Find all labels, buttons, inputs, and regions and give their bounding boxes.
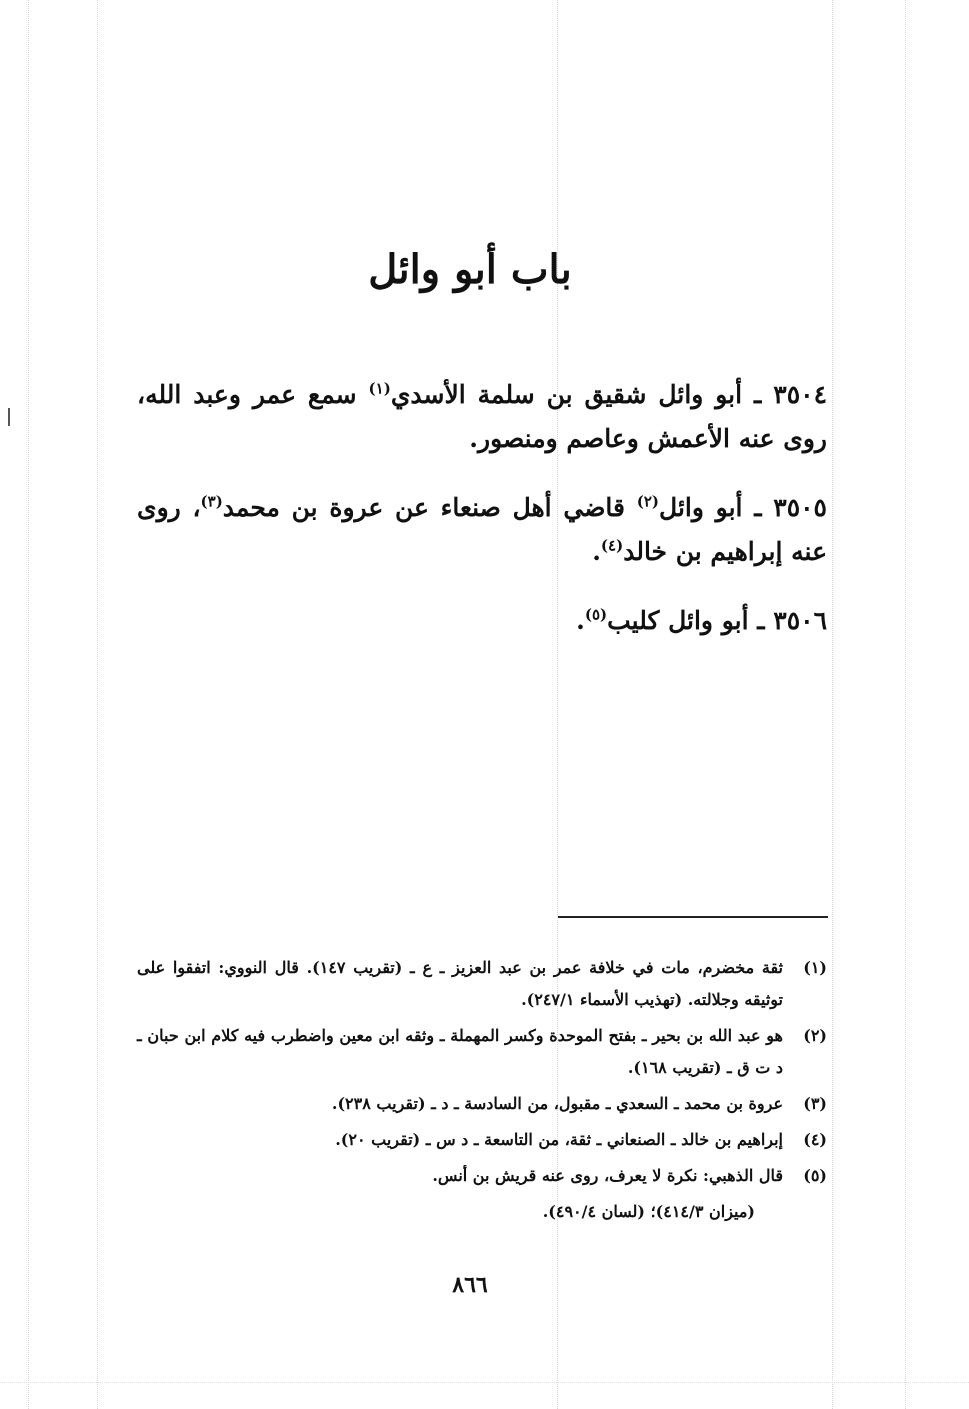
footnote-text: عروة بن محمد ـ السعدي ـ مقبول، من السادسة ـ د ـ (تقريب ٢٣٨). bbox=[331, 1094, 783, 1113]
entry-text: ، روى عنه إبراهيم بن خالد bbox=[137, 493, 827, 566]
entry-number: ٣٥٠٥ bbox=[773, 493, 827, 522]
footnote-3 bbox=[137, 1088, 827, 1120]
entry-text: سمع عمر وعبد الله، روى عنه الأعمش وعاصم ومنصور. bbox=[137, 380, 827, 453]
footnote-mark: (٣) bbox=[803, 1094, 827, 1113]
entry-text: قاضي أهل صنعاء عن عروة بن محمد bbox=[222, 493, 637, 522]
entries-list bbox=[137, 348, 827, 655]
footnote-ref[interactable]: (٥) bbox=[584, 605, 608, 624]
footnote-mark: (١) bbox=[803, 958, 827, 977]
scan-guide-line bbox=[0, 1382, 969, 1383]
footnote-2 bbox=[137, 1020, 827, 1084]
entry-text: ـ أبو وائل bbox=[659, 493, 762, 522]
footnote-ref[interactable]: (٢) bbox=[636, 492, 660, 511]
entry-3505 bbox=[137, 486, 827, 574]
entry-text: . bbox=[576, 606, 585, 635]
entry-3506 bbox=[137, 599, 827, 643]
scan-guide-line bbox=[832, 0, 833, 1409]
entry-number: ٣٥٠٦ bbox=[773, 606, 827, 635]
footnote-4 bbox=[137, 1124, 827, 1156]
margin-mark bbox=[8, 408, 10, 426]
footnote-ref[interactable]: (١) bbox=[368, 379, 391, 398]
footnote-5 bbox=[137, 1160, 827, 1192]
scan-guide-line bbox=[905, 0, 906, 1409]
footnotes bbox=[137, 952, 827, 1228]
entry-number: ٣٥٠٤ bbox=[773, 380, 827, 409]
chapter-title: باب أبو وائل bbox=[368, 246, 572, 293]
entry-text: ـ أبو وائل شقيق بن سلمة الأسدي bbox=[390, 380, 762, 409]
footnote-separator bbox=[558, 916, 828, 918]
footnote-ref[interactable]: (٤) bbox=[600, 536, 624, 555]
footnote-mark: (٤) bbox=[803, 1130, 827, 1149]
footnote-ref[interactable]: (٣) bbox=[200, 492, 223, 511]
footnote-text: قال الذهبي: نكرة لا يعرف، روى عنه قريش بن أنس. bbox=[432, 1166, 783, 1185]
entry-text: . bbox=[592, 537, 601, 566]
scan-guide-line bbox=[97, 0, 98, 1409]
footnote-text: إبراهيم بن خالد ـ الصنعاني ـ ثقة، من التاسعة ـ د س ـ (تقريب ٢٠). bbox=[335, 1130, 783, 1149]
scan-guide-line bbox=[28, 0, 29, 1409]
footnote-mark: (٥) bbox=[803, 1166, 827, 1185]
entry-3504 bbox=[137, 373, 827, 461]
footnote-mark: (٢) bbox=[803, 1026, 827, 1045]
footnote-5-continuation: (ميزان ٤١٤/٣)؛ (لسان ٤٩٠/٤). bbox=[542, 1202, 755, 1221]
entry-text: ـ أبو وائل كليب bbox=[607, 606, 765, 635]
footnote-1 bbox=[137, 952, 827, 1016]
footnote-text: ثقة مخضرم، مات في خلافة عمر بن عبد العزيز ـ ع ـ (تقريب ١٤٧). قال النووي: اتفقوا على توثيقه وجلالته. (تهذيب الأسماء ٢٤٧/١). bbox=[137, 958, 784, 1009]
page-number: ٨٦٦ bbox=[452, 1272, 488, 1298]
footnote-text: هو عبد الله بن بحير ـ بفتح الموحدة وكسر المهملة ـ وثقه ابن معين واضطرب فيه كلام ابن حبان ـ د ت ق ـ (تقريب ١٦٨). bbox=[137, 1026, 783, 1077]
